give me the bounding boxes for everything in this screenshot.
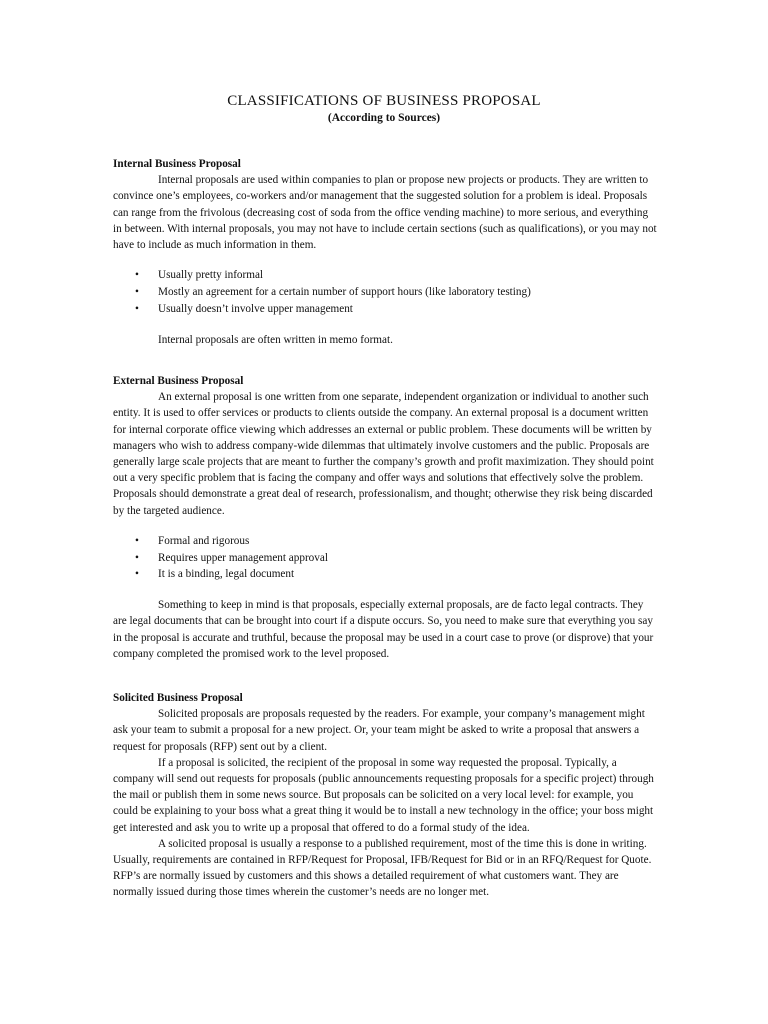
- document-title: CLASSIFICATIONS OF BUSINESS PROPOSAL: [227, 93, 541, 109]
- internal-bullet-list: [113, 267, 658, 317]
- internal-paragraph: Internal proposals are used within companies to plan or propose new projects or products. They are written to convince one’s employees, co-workers and/or management that the suggested solution for a problem is ideal. Proposals can range from the frivolous (decreasing cost of soda from the office vending machine) to more serious, and everything in between. With internal proposals, you may not have to include certain sections (such as qualifications), or you may not have to include as much information in them.: [113, 174, 657, 252]
- bullet-icon: •: [135, 269, 139, 282]
- solicited-paragraph-2: If a proposal is solicited, the recipient of the proposal in some way requested the proposal. Typically, a company will send out requests for proposals (public announcements requesting proposals for a specific project) through the mail or publish them in some news source. But proposals can be solicited on a very local level: for example, you could be explaining to your boss what a great thing it would be to install a new technology in the office; your boss might get interested and ask you to write up a proposal that offered to do a formal study of the idea.: [113, 756, 654, 834]
- solicited-paragraph-1: Solicited proposals are proposals requested by the readers. For example, your company’s management might ask your team to submit a proposal for a new project. Or, your team might be asked to write a proposal that answers a request for proposals (RFP) sent out by a client.: [113, 708, 645, 753]
- list-item: • Requires upper management approval: [113, 550, 658, 567]
- external-note: Something to keep in mind is that proposals, especially external proposals, are de facto legal contracts. They are legal documents that can be brought into court if a dispute occurs. So, you need to make sure that everything you say in the proposal is accurate and truthful, because the proposal may be used in a court case to prove (or disprove) that your company completed the promised work to the level proposed.: [113, 599, 654, 660]
- list-item: • Mostly an agreement for a certain number of support hours (like laboratory testing): [113, 284, 658, 301]
- external-heading: External Business Proposal: [113, 375, 244, 387]
- solicited-paragraph-3: A solicited proposal is usually a response to a published requirement, most of the time this is done in writing. Usually, requirements are contained in RFP/Request for Proposal, IFB/Request for Bid or in an RFQ/Request for Quote. RFP’s are normally issued by customers and this shows a detailed requirement of what customers want. They are normally issued during those times wherein the customer’s needs are no longer met.: [113, 837, 652, 899]
- solicited-heading: Solicited Business Proposal: [113, 692, 243, 704]
- bullet-icon: •: [135, 551, 139, 564]
- bullet-icon: •: [135, 302, 139, 315]
- external-paragraph: An external proposal is one written from one separate, independent organization or individual to another such entity. It is used to offer services or products to clients outside the company. An external proposal is a document written for internal corporate office viewing which addresses an external or public problem. These documents will be written by managers who wish to address company-wide dilemmas that ultimately involve customers and the public. Proposals are generally large scale projects that are meant to further the company’s growth and profit maximization. They should point out a very specific problem that is facing the company and offer ways and solutions that effectively solve the problem. Proposals should demonstrate a great deal of research, professionalism, and thought; otherwise they risk being discarded by the targeted audience.: [113, 391, 654, 517]
- list-item: • It is a binding, legal document: [113, 566, 658, 583]
- internal-note: Internal proposals are often written in memo format.: [158, 333, 393, 346]
- bullet-icon: •: [135, 568, 139, 581]
- bullet-icon: •: [135, 286, 139, 299]
- external-section: [113, 373, 658, 662]
- internal-section: [113, 156, 658, 348]
- list-item: • Usually doesn’t involve upper management: [113, 301, 658, 318]
- list-item: • Usually pretty informal: [113, 267, 658, 284]
- list-item: • Formal and rigorous: [113, 533, 658, 550]
- document-subtitle: (According to Sources): [327, 112, 441, 124]
- bullet-icon: •: [135, 534, 139, 547]
- external-bullet-list: [113, 533, 658, 583]
- internal-heading: Internal Business Proposal: [113, 158, 241, 170]
- solicited-section: [113, 690, 658, 901]
